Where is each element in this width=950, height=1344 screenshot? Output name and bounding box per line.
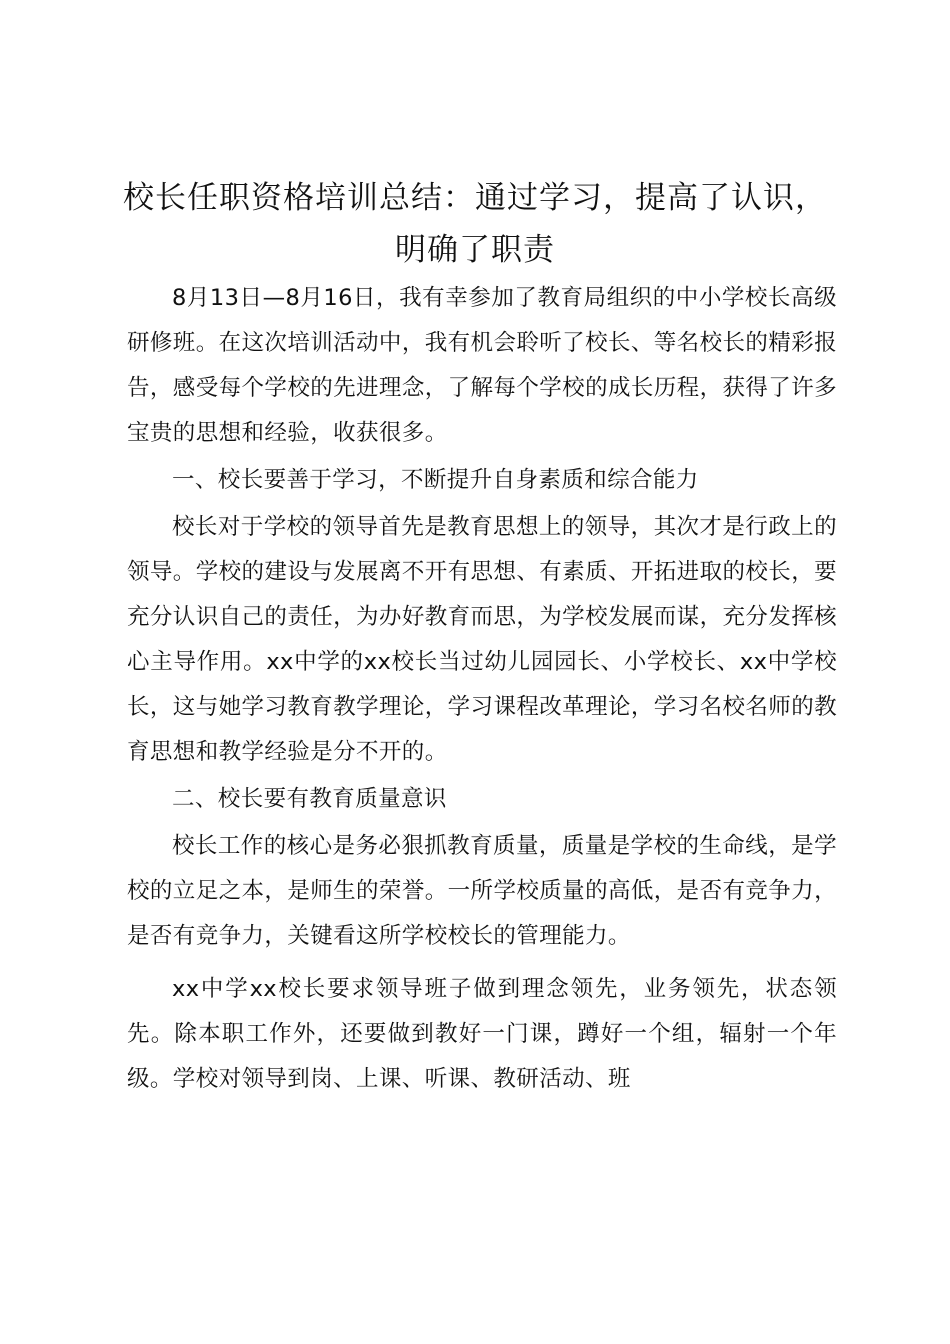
paragraph-section-1: 校长对于学校的领导首先是教育思想上的领导，其次才是行政上的领导。学校的建设与发展离不开有思想、有素质、开拓进取的校长，要充分认识自己的责任，为办好教育而思，为学校发展而谋，充分发挥核心主导作用。xx中学的xx校长当过幼儿园园长、小学校长、xx中学校长，这与她学习教育教学理论，学习课程改革理论，学习名校名师的教育思想和教学经验是分不开的。 — [127, 514, 837, 765]
document-body — [127, 276, 837, 1102]
document-title: 校长任职资格培训总结：通过学习，提高了认识，明确了职责 — [123, 180, 827, 268]
paragraph-intro: 8月13日—8月16日，我有幸参加了教育局组织的中小学校长高级研修班。在这次培训活动中，我有机会聆听了校长、等名校长的精彩报告，感受每个学校的先进理念，了解每个学校的成长历程，获得了许多宝贵的思想和经验，收获很多。 — [127, 285, 837, 446]
paragraph-section-2: 校长工作的核心是务必狠抓教育质量，质量是学校的生命线，是学校的立足之本，是师生的荣誉。一所学校质量的高低，是否有竞争力，是否有竞争力，关键看这所学校校长的管理能力。 — [127, 833, 837, 949]
paragraph-section-2-continued: xx中学xx校长要求领导班子做到理念领先，业务领先，状态领先。除本职工作外，还要做到教好一门课，蹲好一个组，辐射一个年级。学校对领导到岗、上课、听课、教研活动、班 — [127, 976, 837, 1092]
section-heading-2: 二、校长要有教育质量意识 — [172, 786, 447, 812]
section-heading-1: 一、校长要善于学习，不断提升自身素质和综合能力 — [172, 467, 699, 493]
